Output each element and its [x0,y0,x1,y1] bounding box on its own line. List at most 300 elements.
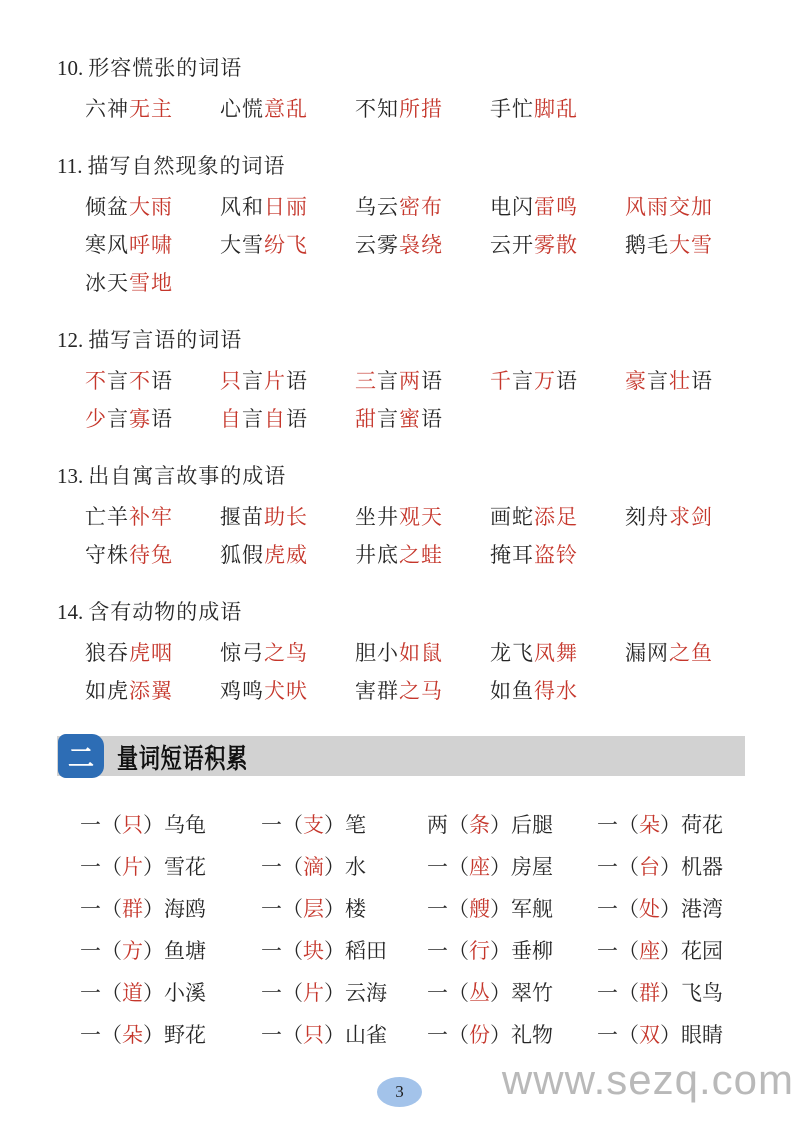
section-title [57,154,745,178]
idiom-word [85,672,220,710]
idiom-segment-red: 得水 [534,679,578,703]
idiom-word [355,400,490,438]
idiom-segment: 冰天 [85,271,129,295]
section-title-text: 描写自然现象的词语 [87,154,286,178]
idiom-segment: 如虎 [85,679,129,703]
word-row [85,400,745,438]
paren-close: ） [324,981,345,1005]
measure-prefix: 一 [427,939,448,963]
idiom-segment-red: 只 [220,369,242,393]
idiom-segment-red: 补牢 [129,505,173,529]
idiom-segment: 手忙 [490,97,534,121]
section-number: 13. [57,464,84,488]
idiom-segment-red: 脚乱 [534,97,578,121]
idiom-word [220,226,355,264]
idiom-word [220,188,355,226]
word-sections [57,56,745,710]
measure-item [427,804,597,846]
measure-unit: 座 [469,855,490,879]
idiom-segment-red: 盗铃 [534,543,578,567]
paren-open: （ [448,1023,469,1047]
section-two-header [57,736,745,776]
idiom-segment: 风和 [220,195,264,219]
idiom-segment-red: 添翼 [129,679,173,703]
idiom-segment: 语 [691,369,713,393]
measure-unit: 群 [639,981,660,1005]
idiom-segment: 语 [286,369,308,393]
word-row [85,226,745,264]
idiom-segment-red: 虎咽 [129,641,173,665]
paren-close: ） [660,939,681,963]
paren-close: ） [660,981,681,1005]
idiom-segment: 揠苗 [220,505,264,529]
idiom-segment-red: 密布 [399,195,443,219]
idiom-segment-red: 雪地 [129,271,173,295]
idiom-word [85,226,220,264]
idiom-segment: 漏网 [625,641,669,665]
paren-close: ） [490,897,511,921]
idiom-segment-red: 呼啸 [129,233,173,257]
paren-open: （ [101,897,122,921]
paren-open: （ [618,855,639,879]
measure-noun: 山雀 [345,1023,387,1047]
idiom-segment-red: 万 [534,369,556,393]
idiom-segment: 画蛇 [490,505,534,529]
paren-open: （ [448,939,469,963]
idiom-segment: 守株 [85,543,129,567]
idiom-segment-red: 之马 [399,679,443,703]
measure-item [597,930,745,972]
measure-unit: 台 [639,855,660,879]
idiom-word [220,498,355,536]
measure-prefix: 一 [427,981,448,1005]
measure-noun: 雪花 [164,855,206,879]
measure-noun: 花园 [681,939,723,963]
idiom-segment-red: 壮 [669,369,691,393]
measure-item [261,804,427,846]
idiom-segment: 语 [286,407,308,431]
measure-prefix: 一 [597,855,618,879]
measure-prefix: 一 [80,981,101,1005]
idiom-segment: 鸡鸣 [220,679,264,703]
measure-noun: 机器 [681,855,723,879]
idiom-segment-red: 三 [355,369,377,393]
word-section [57,464,745,574]
measure-row [80,888,745,930]
measure-item [261,846,427,888]
idiom-segment: 惊弓 [220,641,264,665]
idiom-word [220,634,355,672]
paren-close: ） [143,939,164,963]
measure-prefix: 一 [80,855,101,879]
paren-open: （ [101,939,122,963]
idiom-word [490,672,625,710]
idiom-word [220,90,355,128]
measure-item [80,888,261,930]
idiom-segment: 不知 [355,97,399,121]
idiom-segment-red: 豪 [625,369,647,393]
measure-noun: 飞鸟 [681,981,723,1005]
measure-prefix: 一 [597,897,618,921]
idiom-word [85,536,220,574]
section-two-number-badge: 二 [58,734,104,778]
idiom-segment-red: 之蛙 [399,543,443,567]
measure-item [597,1014,745,1056]
measure-noun: 翠竹 [511,981,553,1005]
measure-item [427,846,597,888]
idiom-segment-red: 蜜 [399,407,421,431]
idiom-word [625,226,745,264]
word-row [85,188,745,226]
word-row [85,362,745,400]
idiom-segment: 语 [421,407,443,431]
section-title [57,464,745,488]
section-title-text: 形容慌张的词语 [88,56,243,80]
idiom-segment: 鹅毛 [625,233,669,257]
measure-item [427,888,597,930]
measure-item [80,1014,261,1056]
measure-noun: 港湾 [681,897,723,921]
measure-noun: 乌龟 [164,813,206,837]
paren-open: （ [101,1023,122,1047]
paren-open: （ [282,1023,303,1047]
idiom-segment-red: 观天 [399,505,443,529]
measure-word-list [80,804,745,1056]
idiom-segment-red: 如鼠 [399,641,443,665]
idiom-segment-red: 纷飞 [264,233,308,257]
idiom-segment-red: 自 [264,407,286,431]
section-number: 14. [57,600,84,624]
idiom-segment-red: 自 [220,407,242,431]
paren-close: ） [490,981,511,1005]
idiom-segment-red: 无主 [129,97,173,121]
idiom-segment: 语 [151,369,173,393]
idiom-word [85,264,220,302]
measure-unit: 双 [639,1023,660,1047]
measure-unit: 艘 [469,897,490,921]
idiom-segment-red: 甜 [355,407,377,431]
idiom-segment: 大雪 [220,233,264,257]
measure-unit: 块 [303,939,324,963]
idiom-word [355,362,490,400]
paren-close: ） [660,855,681,879]
measure-prefix: 一 [597,1023,618,1047]
measure-unit: 朵 [122,1023,143,1047]
measure-item [80,972,261,1014]
paren-open: （ [101,813,122,837]
measure-item [427,972,597,1014]
measure-item [427,930,597,972]
measure-unit: 行 [469,939,490,963]
paren-open: （ [101,981,122,1005]
idiom-segment: 言 [647,369,669,393]
idiom-segment-red: 寡 [129,407,151,431]
idiom-segment-red: 凤舞 [534,641,578,665]
measure-unit: 片 [303,981,324,1005]
idiom-word [490,226,625,264]
section-title [57,328,745,352]
idiom-segment-red: 添足 [534,505,578,529]
paren-close: ） [143,897,164,921]
paren-open: （ [282,939,303,963]
idiom-segment-red: 雷鸣 [534,195,578,219]
idiom-word [220,536,355,574]
section-number: 10. [57,56,84,80]
idiom-word [490,90,625,128]
section-number: 12. [57,328,84,352]
idiom-segment-red: 求剑 [669,505,713,529]
measure-prefix: 一 [261,939,282,963]
measure-prefix: 一 [261,1023,282,1047]
page-number-badge [377,1077,422,1107]
idiom-segment: 电闪 [490,195,534,219]
idiom-segment-red: 大雪 [669,233,713,257]
measure-noun: 荷花 [681,813,723,837]
measure-unit: 条 [469,813,490,837]
word-row [85,90,745,128]
measure-prefix: 一 [427,855,448,879]
section-title [57,56,745,80]
measure-noun: 楼 [345,897,366,921]
paren-open: （ [282,813,303,837]
paren-open: （ [618,897,639,921]
idiom-word [85,188,220,226]
paren-close: ） [324,813,345,837]
idiom-segment-red: 助长 [264,505,308,529]
measure-noun: 笔 [345,813,366,837]
idiom-segment-red: 雾散 [534,233,578,257]
idiom-segment: 害群 [355,679,399,703]
measure-noun: 海鸥 [164,897,206,921]
idiom-segment-red: 日丽 [264,195,308,219]
measure-prefix: 一 [80,939,101,963]
page-number: 3 [395,1082,404,1101]
idiom-word [355,188,490,226]
measure-item [597,888,745,930]
idiom-segment: 刻舟 [625,505,669,529]
idiom-segment: 亡羊 [85,505,129,529]
measure-unit: 片 [122,855,143,879]
paren-open: （ [282,897,303,921]
idiom-segment-red: 待兔 [129,543,173,567]
word-section [57,600,745,710]
section-number: 11. [57,154,83,178]
idiom-segment: 心慌 [220,97,264,121]
idiom-word [625,188,745,226]
paren-open: （ [448,897,469,921]
idiom-segment-red: 少 [85,407,107,431]
word-section [57,328,745,438]
idiom-word [85,498,220,536]
idiom-word [355,226,490,264]
idiom-segment-red: 大雨 [129,195,173,219]
paren-open: （ [448,813,469,837]
idiom-segment-red: 不 [85,369,107,393]
measure-noun: 房屋 [511,855,553,879]
word-row [85,634,745,672]
idiom-word [85,400,220,438]
measure-row [80,1014,745,1056]
measure-item [261,888,427,930]
idiom-word [220,672,355,710]
measure-item [261,1014,427,1056]
idiom-segment: 井底 [355,543,399,567]
idiom-segment-red: 片 [264,369,286,393]
word-row [85,536,745,574]
idiom-word [85,90,220,128]
paren-open: （ [282,855,303,879]
idiom-word [220,362,355,400]
idiom-segment-red: 千 [490,369,512,393]
paren-close: ） [143,855,164,879]
measure-item [80,804,261,846]
measure-prefix: 一 [261,981,282,1005]
measure-prefix: 一 [80,897,101,921]
word-row [85,498,745,536]
measure-unit: 群 [122,897,143,921]
measure-prefix: 两 [427,813,448,837]
idiom-segment: 六神 [85,97,129,121]
section-title-text: 含有动物的成语 [88,600,243,624]
paren-close: ） [324,897,345,921]
idiom-segment-red: 所措 [399,97,443,121]
measure-noun: 后腿 [511,813,553,837]
measure-prefix: 一 [261,897,282,921]
idiom-word [355,634,490,672]
idiom-segment: 语 [421,369,443,393]
paren-open: （ [448,855,469,879]
measure-prefix: 一 [427,1023,448,1047]
idiom-segment: 胆小 [355,641,399,665]
measure-unit: 座 [639,939,660,963]
paren-close: ） [660,1023,681,1047]
word-row [85,672,745,710]
idiom-segment: 寒风 [85,233,129,257]
measure-row [80,804,745,846]
measure-row [80,846,745,888]
idiom-word [490,498,625,536]
measure-prefix: 一 [597,981,618,1005]
measure-prefix: 一 [261,813,282,837]
measure-prefix: 一 [427,897,448,921]
idiom-segment: 如鱼 [490,679,534,703]
word-section [57,154,745,302]
paren-close: ） [660,813,681,837]
idiom-segment: 言 [512,369,534,393]
idiom-segment: 倾盆 [85,195,129,219]
idiom-segment-red: 不 [129,369,151,393]
measure-prefix: 一 [261,855,282,879]
measure-row [80,972,745,1014]
idiom-segment: 言 [107,407,129,431]
idiom-word [85,634,220,672]
idiom-segment-red: 意乱 [264,97,308,121]
measure-item [80,930,261,972]
measure-item [427,1014,597,1056]
measure-prefix: 一 [597,939,618,963]
measure-item [261,972,427,1014]
idiom-segment: 狐假 [220,543,264,567]
idiom-segment: 言 [242,407,264,431]
paren-close: ） [660,897,681,921]
paren-close: ） [143,1023,164,1047]
measure-noun: 礼物 [511,1023,553,1047]
paren-open: （ [618,1023,639,1047]
measure-unit: 道 [122,981,143,1005]
idiom-segment: 言 [242,369,264,393]
paren-close: ） [490,939,511,963]
paren-close: ） [490,1023,511,1047]
measure-item [261,930,427,972]
word-row [85,264,745,302]
section-title-text: 出自寓言故事的成语 [88,464,287,488]
section-two-title: 量词短语积累 [117,743,249,774]
word-section [57,56,745,128]
paren-open: （ [101,855,122,879]
idiom-segment: 龙飞 [490,641,534,665]
idiom-segment-red: 虎威 [264,543,308,567]
measure-unit: 朵 [639,813,660,837]
idiom-word [85,362,220,400]
paren-close: ） [324,1023,345,1047]
paren-close: ） [143,981,164,1005]
measure-noun: 小溪 [164,981,206,1005]
measure-item [597,846,745,888]
paren-close: ） [143,813,164,837]
measure-noun: 水 [345,855,366,879]
idiom-segment: 语 [151,407,173,431]
idiom-word [355,90,490,128]
idiom-segment: 掩耳 [490,543,534,567]
measure-noun: 云海 [345,981,387,1005]
measure-item [597,972,745,1014]
idiom-segment-red: 犬吠 [264,679,308,703]
measure-item [597,804,745,846]
idiom-word [490,536,625,574]
section-title [57,600,745,624]
idiom-word [490,362,625,400]
measure-noun: 野花 [164,1023,206,1047]
paren-close: ） [324,855,345,879]
paren-close: ） [324,939,345,963]
idiom-word [355,672,490,710]
idiom-segment-red: 袅绕 [399,233,443,257]
section-title-text: 描写言语的词语 [88,328,243,352]
idiom-segment: 言 [377,369,399,393]
measure-unit: 方 [122,939,143,963]
idiom-segment: 云开 [490,233,534,257]
paren-open: （ [618,939,639,963]
idiom-word [490,634,625,672]
idiom-segment: 言 [377,407,399,431]
idiom-word [490,188,625,226]
paren-open: （ [448,981,469,1005]
measure-prefix: 一 [80,1023,101,1047]
idiom-word [625,634,745,672]
idiom-segment: 言 [107,369,129,393]
idiom-segment-red: 之鱼 [669,641,713,665]
idiom-word [625,498,745,536]
measure-noun: 垂柳 [511,939,553,963]
measure-row [80,930,745,972]
watermark: www.sezq.com [501,1056,794,1103]
paren-open: （ [282,981,303,1005]
idiom-segment: 坐井 [355,505,399,529]
idiom-segment-red: 之鸟 [264,641,308,665]
idiom-segment: 乌云 [355,195,399,219]
measure-noun: 稻田 [345,939,387,963]
measure-noun: 军舰 [511,897,553,921]
